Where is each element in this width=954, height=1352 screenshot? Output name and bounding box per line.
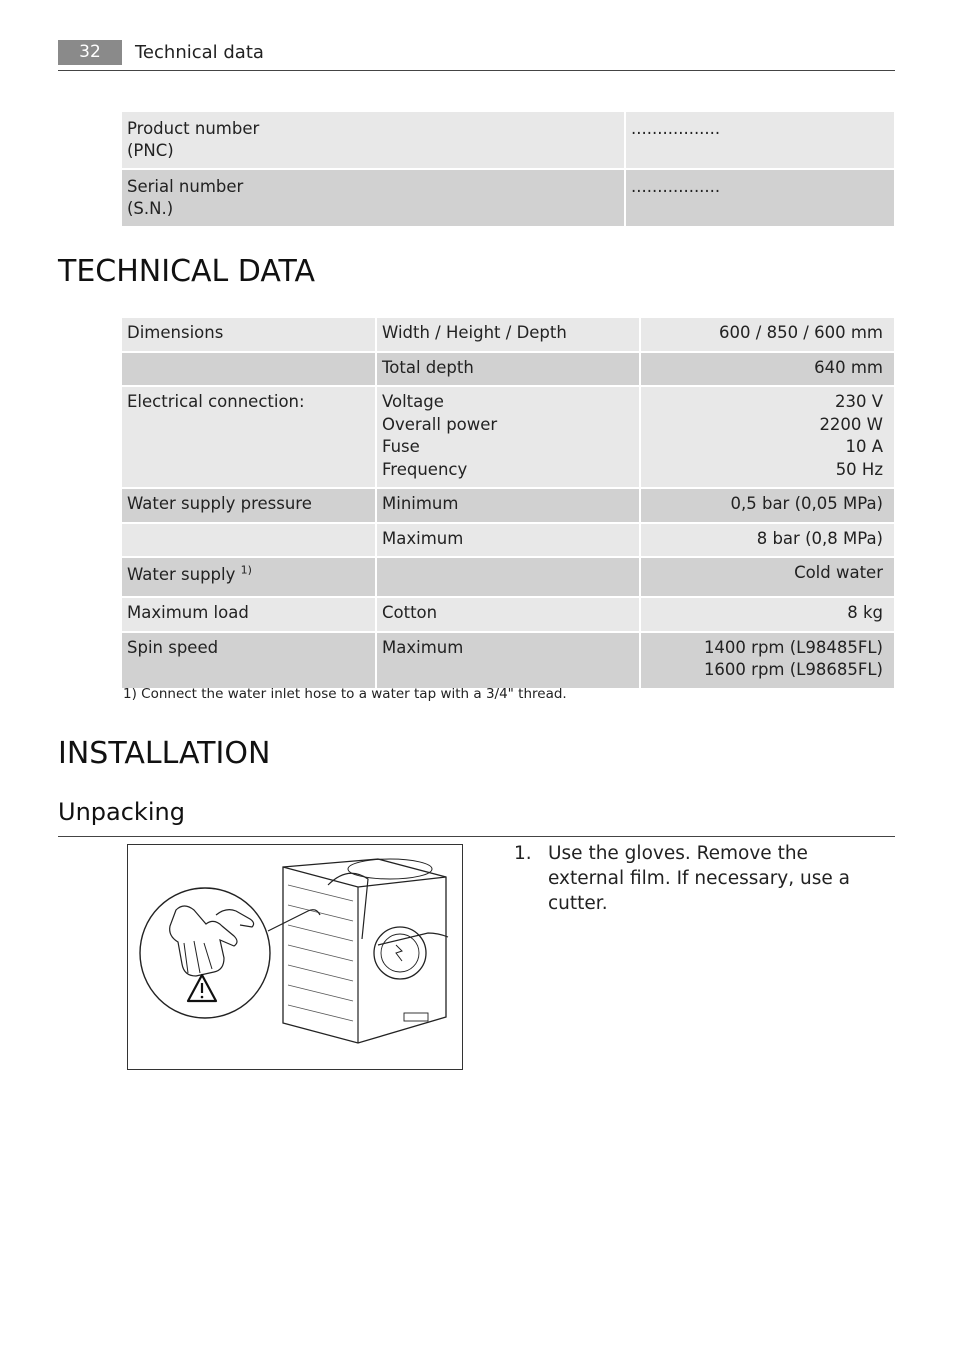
installation-heading: INSTALLATION xyxy=(58,736,271,771)
washing-machine-illustration xyxy=(128,845,462,1069)
section-divider xyxy=(58,836,895,837)
category-cell: Water supply pressure xyxy=(122,489,375,522)
step-text: Use the gloves. Remove the external film. If necessary, use a cutter. xyxy=(548,843,850,914)
table-row xyxy=(122,524,894,557)
value-cell: 1400 rpm (L98485FL) 1600 rpm (L98685FL) xyxy=(641,633,894,688)
parameter-cell xyxy=(377,558,639,596)
table-row xyxy=(122,318,894,351)
pnc-label: Product number (PNC) xyxy=(122,112,624,168)
running-title: Technical data xyxy=(135,42,264,63)
table-row xyxy=(122,170,894,226)
value-cell: 230 V 2200 W 10 A 50 Hz xyxy=(641,387,894,487)
footnote: 1) Connect the water inlet hose to a water tap with a 3/4" thread. xyxy=(123,686,567,702)
category-cell: Spin speed xyxy=(122,633,375,688)
footnote-marker: 1) xyxy=(240,563,252,577)
table-row xyxy=(122,353,894,386)
unpacking-heading: Unpacking xyxy=(58,798,185,826)
parameter-cell: Maximum xyxy=(377,524,639,557)
value-cell: Cold water xyxy=(641,558,894,596)
value-cell: 0,5 bar (0,05 MPa) xyxy=(641,489,894,522)
table-row xyxy=(122,598,894,631)
table-row xyxy=(122,387,894,487)
table-row xyxy=(122,633,894,688)
unpacking-figure xyxy=(127,844,463,1070)
serial-label: Serial number (S.N.) xyxy=(122,170,624,226)
value-cell: 8 kg xyxy=(641,598,894,631)
pnc-value: ................. xyxy=(626,112,894,168)
category-cell xyxy=(122,558,375,596)
parameter-cell: Cotton xyxy=(377,598,639,631)
table-row xyxy=(122,489,894,522)
value-cell: 640 mm xyxy=(641,353,894,386)
category-cell xyxy=(122,353,375,386)
parameter-cell: Width / Height / Depth xyxy=(377,318,639,351)
category-cell: Electrical connection: xyxy=(122,387,375,487)
parameter-cell: Maximum xyxy=(377,633,639,688)
category-text: Water supply xyxy=(127,565,236,584)
page-header xyxy=(58,40,895,71)
table-row xyxy=(122,558,894,596)
parameter-cell: Total depth xyxy=(377,353,639,386)
category-cell: Maximum load xyxy=(122,598,375,631)
parameter-cell: Minimum xyxy=(377,489,639,522)
page-number: 32 xyxy=(58,40,122,65)
identification-table xyxy=(120,110,896,228)
category-cell xyxy=(122,524,375,557)
category-cell: Dimensions xyxy=(122,318,375,351)
value-cell: 600 / 850 / 600 mm xyxy=(641,318,894,351)
technical-data-table xyxy=(120,316,896,690)
table-row xyxy=(122,112,894,168)
serial-value: ................. xyxy=(626,170,894,226)
parameter-cell: Voltage Overall power Fuse Frequency xyxy=(377,387,639,487)
value-cell: 8 bar (0,8 MPa) xyxy=(641,524,894,557)
technical-data-heading: TECHNICAL DATA xyxy=(58,254,316,289)
step-number: 1. xyxy=(514,843,532,864)
